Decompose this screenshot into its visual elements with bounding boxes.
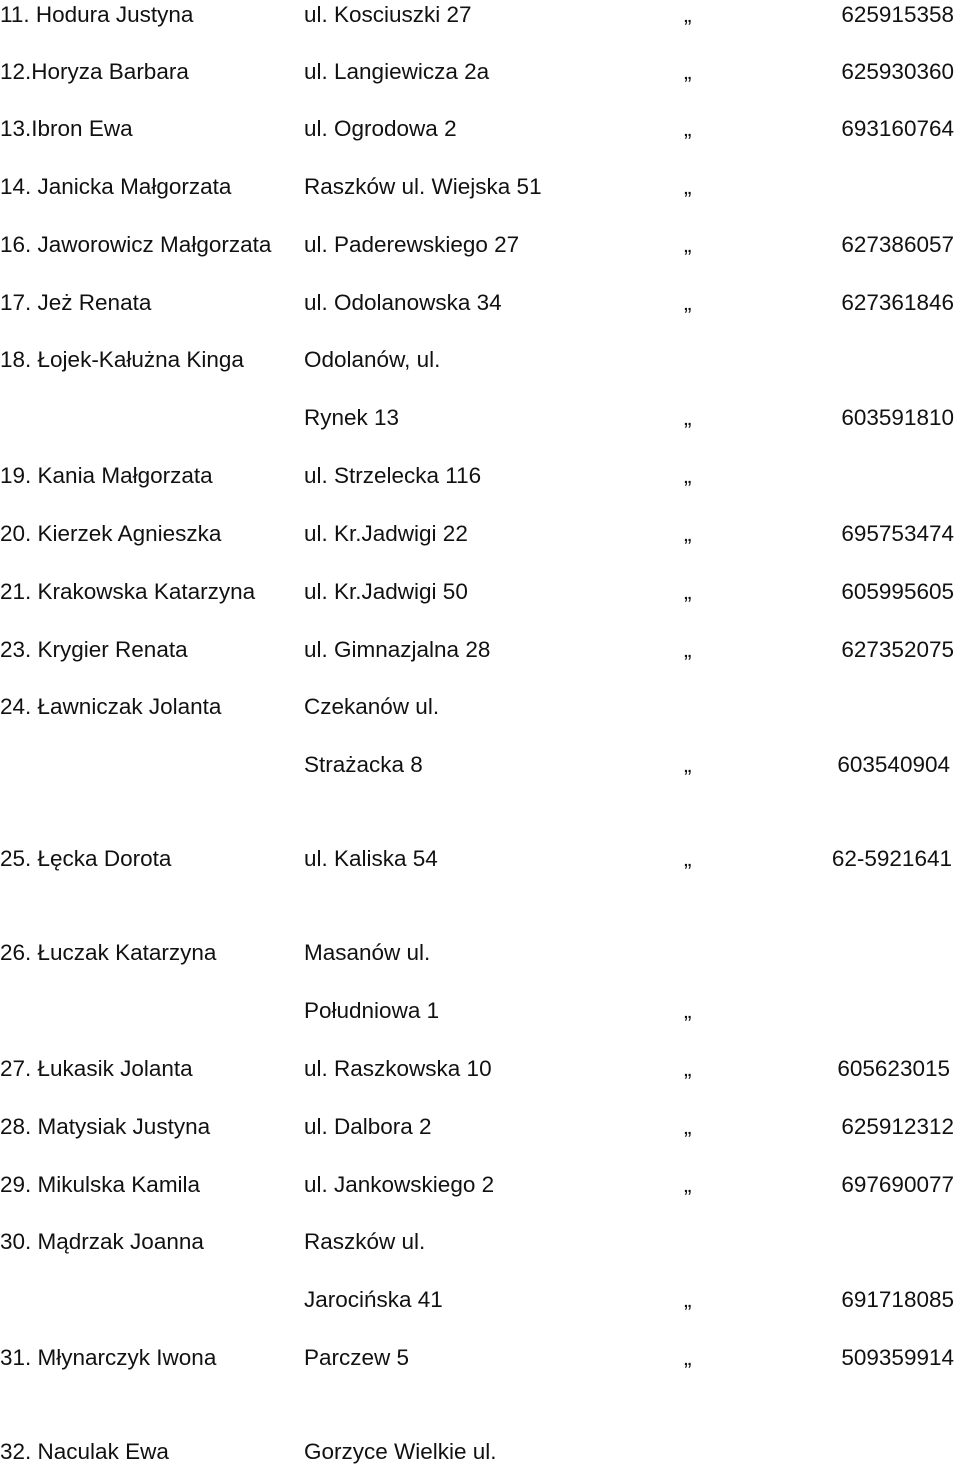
entry-phone: 627386057 — [841, 232, 954, 257]
entry-name: 31. Młynarczyk Iwona — [0, 1345, 217, 1370]
list-item — [0, 1112, 960, 1152]
entry-address: ul. Jankowskiego 2 — [304, 1172, 495, 1197]
entry-address: Strażacka 8 — [304, 752, 423, 777]
entry-phone: 625915358 — [841, 2, 954, 27]
entry-phone: 509359914 — [841, 1345, 954, 1370]
entry-name: 24. Ławniczak Jolanta — [0, 694, 222, 719]
entry-name: 21. Krakowska Katarzyna — [0, 579, 256, 604]
entry-address: Raszków ul. — [304, 1229, 426, 1254]
entry-phone: 695753474 — [841, 521, 954, 546]
ditto-mark: „ — [684, 998, 692, 1023]
list-item — [0, 114, 960, 154]
entry-name: 20. Kierzek Agnieszka — [0, 521, 222, 546]
list-item — [0, 519, 960, 559]
entry-address: ul. Ogrodowa 2 — [304, 116, 457, 141]
entry-name: 23. Krygier Renata — [0, 637, 188, 662]
list-item — [0, 461, 960, 501]
entry-name: 18. Łojek-Kałużna Kinga — [0, 347, 244, 372]
entry-address: Gorzyce Wielkie ul. — [304, 1439, 497, 1464]
ditto-mark: „ — [684, 846, 692, 871]
entry-name: 16. Jaworowicz Małgorzata — [0, 232, 272, 257]
entry-address: ul. Paderewskiego 27 — [304, 232, 520, 257]
ditto-mark: „ — [684, 59, 692, 84]
entry-phone: 697690077 — [841, 1172, 954, 1197]
list-item — [0, 1285, 960, 1325]
ditto-mark: „ — [684, 290, 692, 315]
entry-address: ul. Kr.Jadwigi 22 — [304, 521, 468, 546]
list-item — [0, 577, 960, 617]
list-item — [0, 288, 960, 328]
list-item — [0, 996, 960, 1036]
entry-phone: 603540904 — [837, 752, 950, 777]
entry-name: 12.Horyza Barbara — [0, 59, 189, 84]
entry-address: Raszków ul. Wiejska 51 — [304, 174, 542, 199]
ditto-mark: „ — [684, 232, 692, 257]
entry-address: ul. Langiewicza 2a — [304, 59, 490, 84]
ditto-mark: „ — [684, 1172, 692, 1197]
list-item — [0, 844, 960, 884]
ditto-mark: „ — [684, 463, 692, 488]
entry-name: 26. Łuczak Katarzyna — [0, 940, 217, 965]
entry-address: Masanów ul. — [304, 940, 431, 965]
entry-name: 19. Kania Małgorzata — [0, 463, 213, 488]
entry-address: Parczew 5 — [304, 1345, 410, 1370]
entry-address: ul. Kr.Jadwigi 50 — [304, 579, 468, 604]
list-item — [0, 938, 960, 978]
entry-phone: 625912312 — [841, 1114, 954, 1139]
entry-name: 27. Łukasik Jolanta — [0, 1056, 193, 1081]
entry-name: 28. Matysiak Justyna — [0, 1114, 211, 1139]
list-item — [0, 635, 960, 675]
entry-phone: 627352075 — [841, 637, 954, 662]
entry-name: 14. Janicka Małgorzata — [0, 174, 232, 199]
list-item — [0, 57, 960, 97]
list-item — [0, 1227, 960, 1267]
ditto-mark: „ — [684, 405, 692, 430]
list-item — [0, 345, 960, 385]
ditto-mark: „ — [684, 1056, 692, 1081]
entry-address: Odolanów, ul. — [304, 347, 441, 372]
ditto-mark: „ — [684, 2, 692, 27]
entry-name: 32. Naculak Ewa — [0, 1439, 169, 1464]
entry-phone: 625930360 — [841, 59, 954, 84]
entry-name: 29. Mikulska Kamila — [0, 1172, 201, 1197]
entry-address: ul. Raszkowska 10 — [304, 1056, 492, 1081]
ditto-mark: „ — [684, 174, 692, 199]
entry-phone: 603591810 — [841, 405, 954, 430]
list-item — [0, 1054, 960, 1094]
entry-address: ul. Odolanowska 34 — [304, 290, 502, 315]
entry-name: 13.Ibron Ewa — [0, 116, 133, 141]
list-item — [0, 692, 960, 732]
entry-address: ul. Kaliska 54 — [304, 846, 438, 871]
list-item — [0, 230, 960, 270]
list-item — [0, 1437, 960, 1477]
list-item — [0, 1170, 960, 1210]
entry-phone: 691718085 — [841, 1287, 954, 1312]
entry-name: 25. Łęcka Dorota — [0, 846, 172, 871]
list-item — [0, 172, 960, 212]
entry-address: Rynek 13 — [304, 405, 400, 430]
entry-address: ul. Strzelecka 116 — [304, 463, 482, 488]
list-item — [0, 0, 960, 40]
list-item — [0, 1343, 960, 1383]
ditto-mark: „ — [684, 116, 692, 141]
ditto-mark: „ — [684, 579, 692, 604]
entry-address: ul. Gimnazjalna 28 — [304, 637, 491, 662]
entry-name: 17. Jeż Renata — [0, 290, 152, 315]
entry-phone: 605995605 — [841, 579, 954, 604]
ditto-mark: „ — [684, 1345, 692, 1370]
entry-address: Jarocińska 41 — [304, 1287, 443, 1312]
ditto-mark: „ — [684, 521, 692, 546]
entry-phone: 605623015 — [837, 1056, 950, 1081]
ditto-mark: „ — [684, 752, 692, 777]
entry-phone: 693160764 — [841, 116, 954, 141]
entry-address: Południowa 1 — [304, 998, 440, 1023]
list-item — [0, 403, 960, 443]
entry-address: Czekanów ul. — [304, 694, 440, 719]
entry-phone: 62-5921641 — [831, 846, 952, 871]
list-item — [0, 750, 960, 790]
ditto-mark: „ — [684, 1287, 692, 1312]
entry-phone: 627361846 — [841, 290, 954, 315]
entry-address: ul. Kosciuszki 27 — [304, 2, 472, 27]
entry-name: 30. Mądrzak Joanna — [0, 1229, 204, 1254]
entry-name: 11. Hodura Justyna — [0, 2, 194, 27]
entry-address: ul. Dalbora 2 — [304, 1114, 432, 1139]
ditto-mark: „ — [684, 637, 692, 662]
ditto-mark: „ — [684, 1114, 692, 1139]
